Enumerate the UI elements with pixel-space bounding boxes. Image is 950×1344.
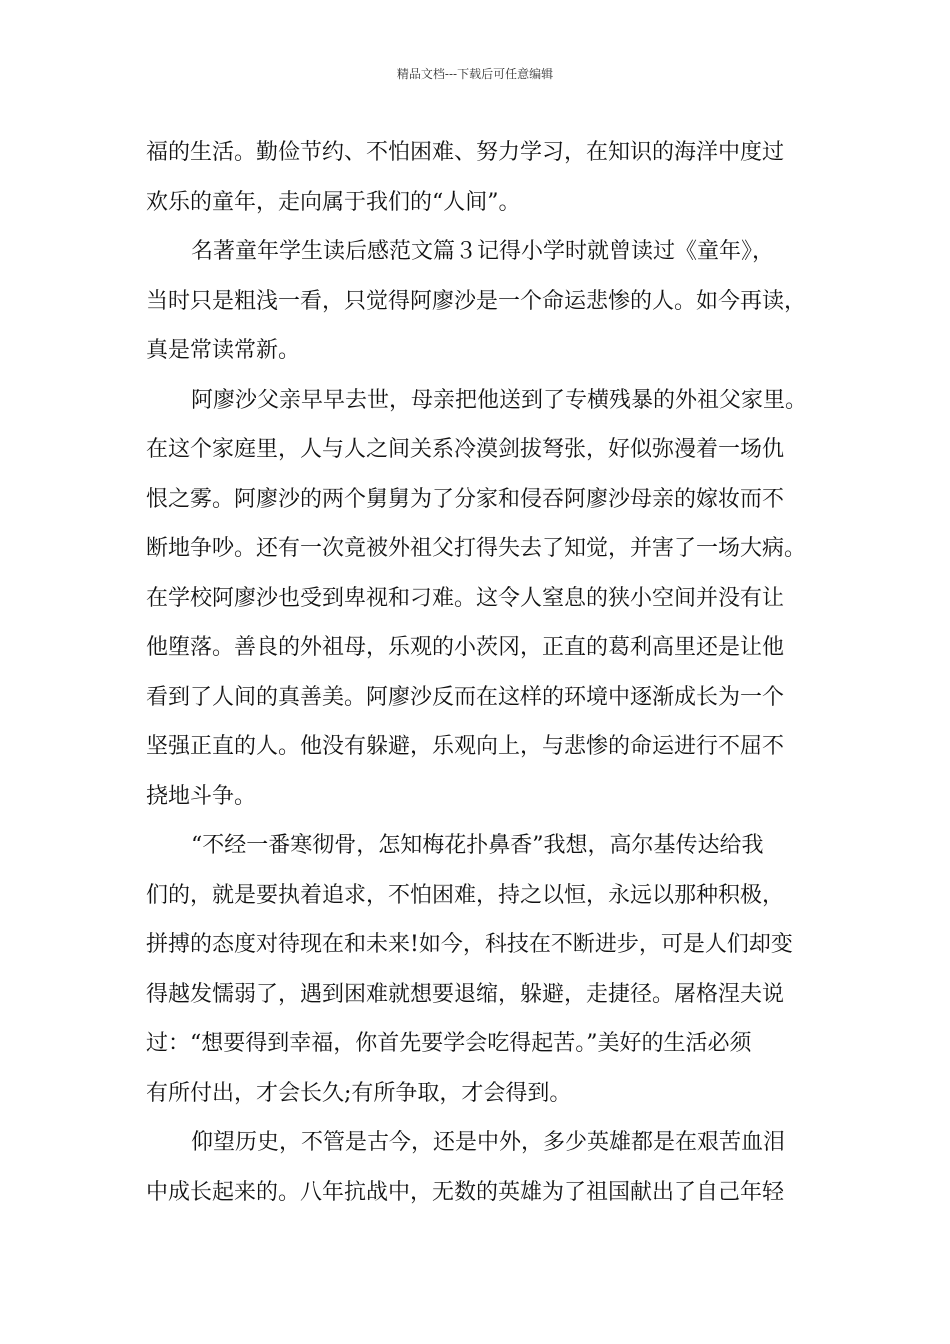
text-line: 真是常读常新。 xyxy=(146,338,301,363)
text-line: 当时只是粗浅一看，只觉得阿廖沙是一个命运悲惨的人。如今再读， xyxy=(146,288,807,314)
text-line: 们的，就是要执着追求，不怕困难，持之以恒，永远以那种积极， xyxy=(146,882,785,908)
text-line: 断地争吵。还有一次竟被外祖父打得失去了知觉，并害了一场大病。 xyxy=(146,536,807,561)
paragraph-first-line: 名著童年学生读后感范文篇３记得小学时就曾读过《童年》， xyxy=(191,239,775,264)
text-line: 有所付出，才会长久;有所争取，才会得到。 xyxy=(146,1080,572,1106)
text-line: 拼搏的态度对待现在和未来!如今，科技在不断进步，可是人们却变 xyxy=(146,932,793,957)
text-line: 中成长起来的。八年抗战中，无数的英雄为了祖国献出了自己年轻 xyxy=(146,1179,785,1205)
text-line: 恨之雾。阿廖沙的两个舅舅为了分家和侵吞阿廖沙母亲的嫁妆而不 xyxy=(146,486,785,512)
text-line: 过：“想要得到幸福，你首先要学会吃得起苦。”美好的生活必须 xyxy=(146,1031,752,1056)
text-line: 福的生活。勤俭节约、不怕困难、努力学习，在知识的海洋中度过 xyxy=(146,140,785,165)
paragraph-first-line: 阿廖沙父亲早早去世，母亲把他送到了专横残暴的外祖父家里。 xyxy=(191,387,808,413)
paragraph-first-line: 仰望历史，不管是古今，还是中外，多少英雄都是在艰苦血泪 xyxy=(191,1130,786,1155)
text-line: 在学校阿廖沙也受到卑视和刁难。这令人窒息的狭小空间并没有让 xyxy=(146,585,785,611)
page-header: 精品文档---下载后可任意编辑 xyxy=(396,67,554,81)
text-line: 得越发懦弱了，遇到困难就想要退缩，躲避，走捷径。屠格涅夫说 xyxy=(146,981,785,1007)
body-text xyxy=(146,128,816,1217)
paragraph-first-line: “不经一番寒彻骨，怎知梅花扑鼻香”我想，高尔基传达给我 xyxy=(191,833,764,858)
text-line: 挠地斗争。 xyxy=(146,783,257,809)
text-line: 在这个家庭里，人与人之间关系冷漠剑拔弩张，好似弥漫着一场仇 xyxy=(146,437,785,462)
text-line: 欢乐的童年，走向属于我们的“人间”。 xyxy=(146,189,521,215)
text-line: 坚强正直的人。他没有躲避，乐观向上，与悲惨的命运进行不屈不 xyxy=(146,734,785,759)
text-line: 他堕落。善良的外祖母，乐观的小茨冈，正直的葛利高里还是让他 xyxy=(146,635,785,660)
text-line: 看到了人间的真善美。阿廖沙反而在这样的环境中逐渐成长为一个 xyxy=(146,684,785,710)
